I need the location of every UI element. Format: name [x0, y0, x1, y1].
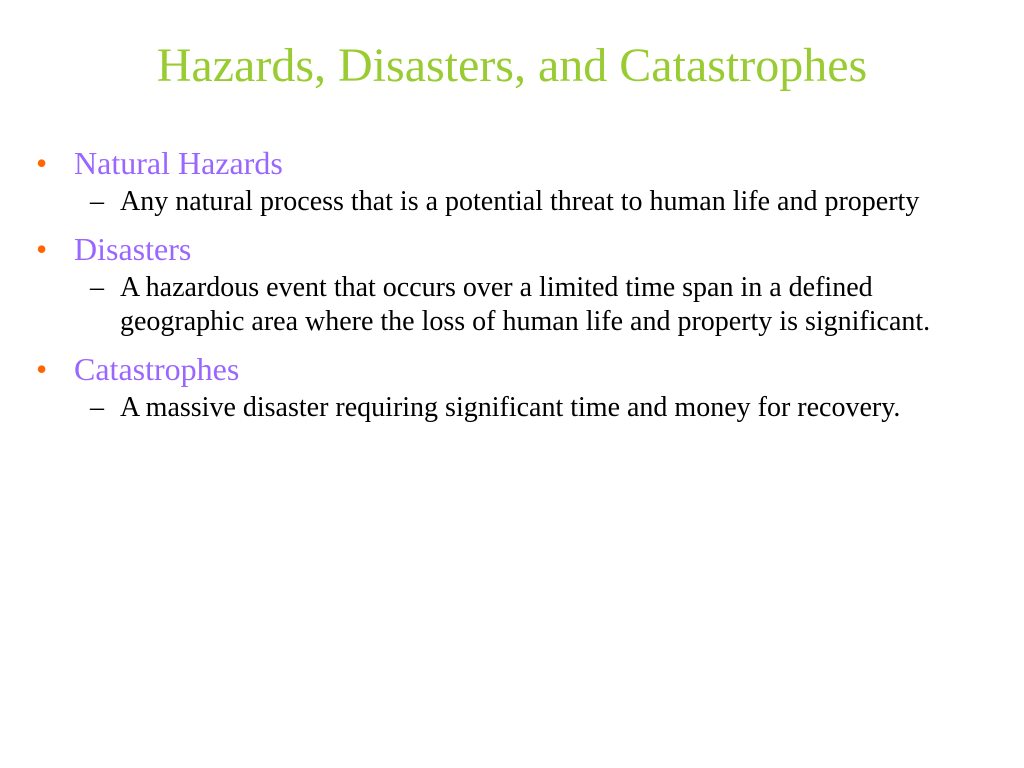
sub-bullet-natural-hazards	[90, 185, 990, 219]
sub-bullet-text: Any natural process that is a potential threat to human life and property	[120, 186, 920, 217]
bullet-dot-icon: •	[36, 351, 48, 387]
bullet-heading: Disasters	[74, 231, 192, 267]
bullet-disasters	[36, 229, 986, 269]
bullet-dot-icon: •	[36, 145, 48, 181]
dash-icon: –	[90, 186, 104, 217]
sub-bullet-disasters	[90, 271, 990, 339]
bullet-dot-icon: •	[36, 231, 48, 267]
sub-bullet-catastrophes	[90, 391, 990, 425]
bullet-heading: Catastrophes	[74, 351, 240, 387]
bullet-catastrophes	[36, 349, 986, 389]
dash-icon: –	[90, 272, 104, 303]
dash-icon: –	[90, 392, 104, 423]
slide-title: Hazards, Disasters, and Catastrophes	[156, 39, 868, 92]
bullet-list	[36, 143, 986, 425]
sub-bullet-text: A hazardous event that occurs over a limited time span in a defined geographic area where the loss of human life and property is significant.	[120, 272, 931, 337]
sub-bullet-text: A massive disaster requiring significant time and money for recovery.	[120, 392, 901, 423]
bullet-heading: Natural Hazards	[74, 145, 283, 181]
bullet-natural-hazards	[36, 143, 986, 183]
